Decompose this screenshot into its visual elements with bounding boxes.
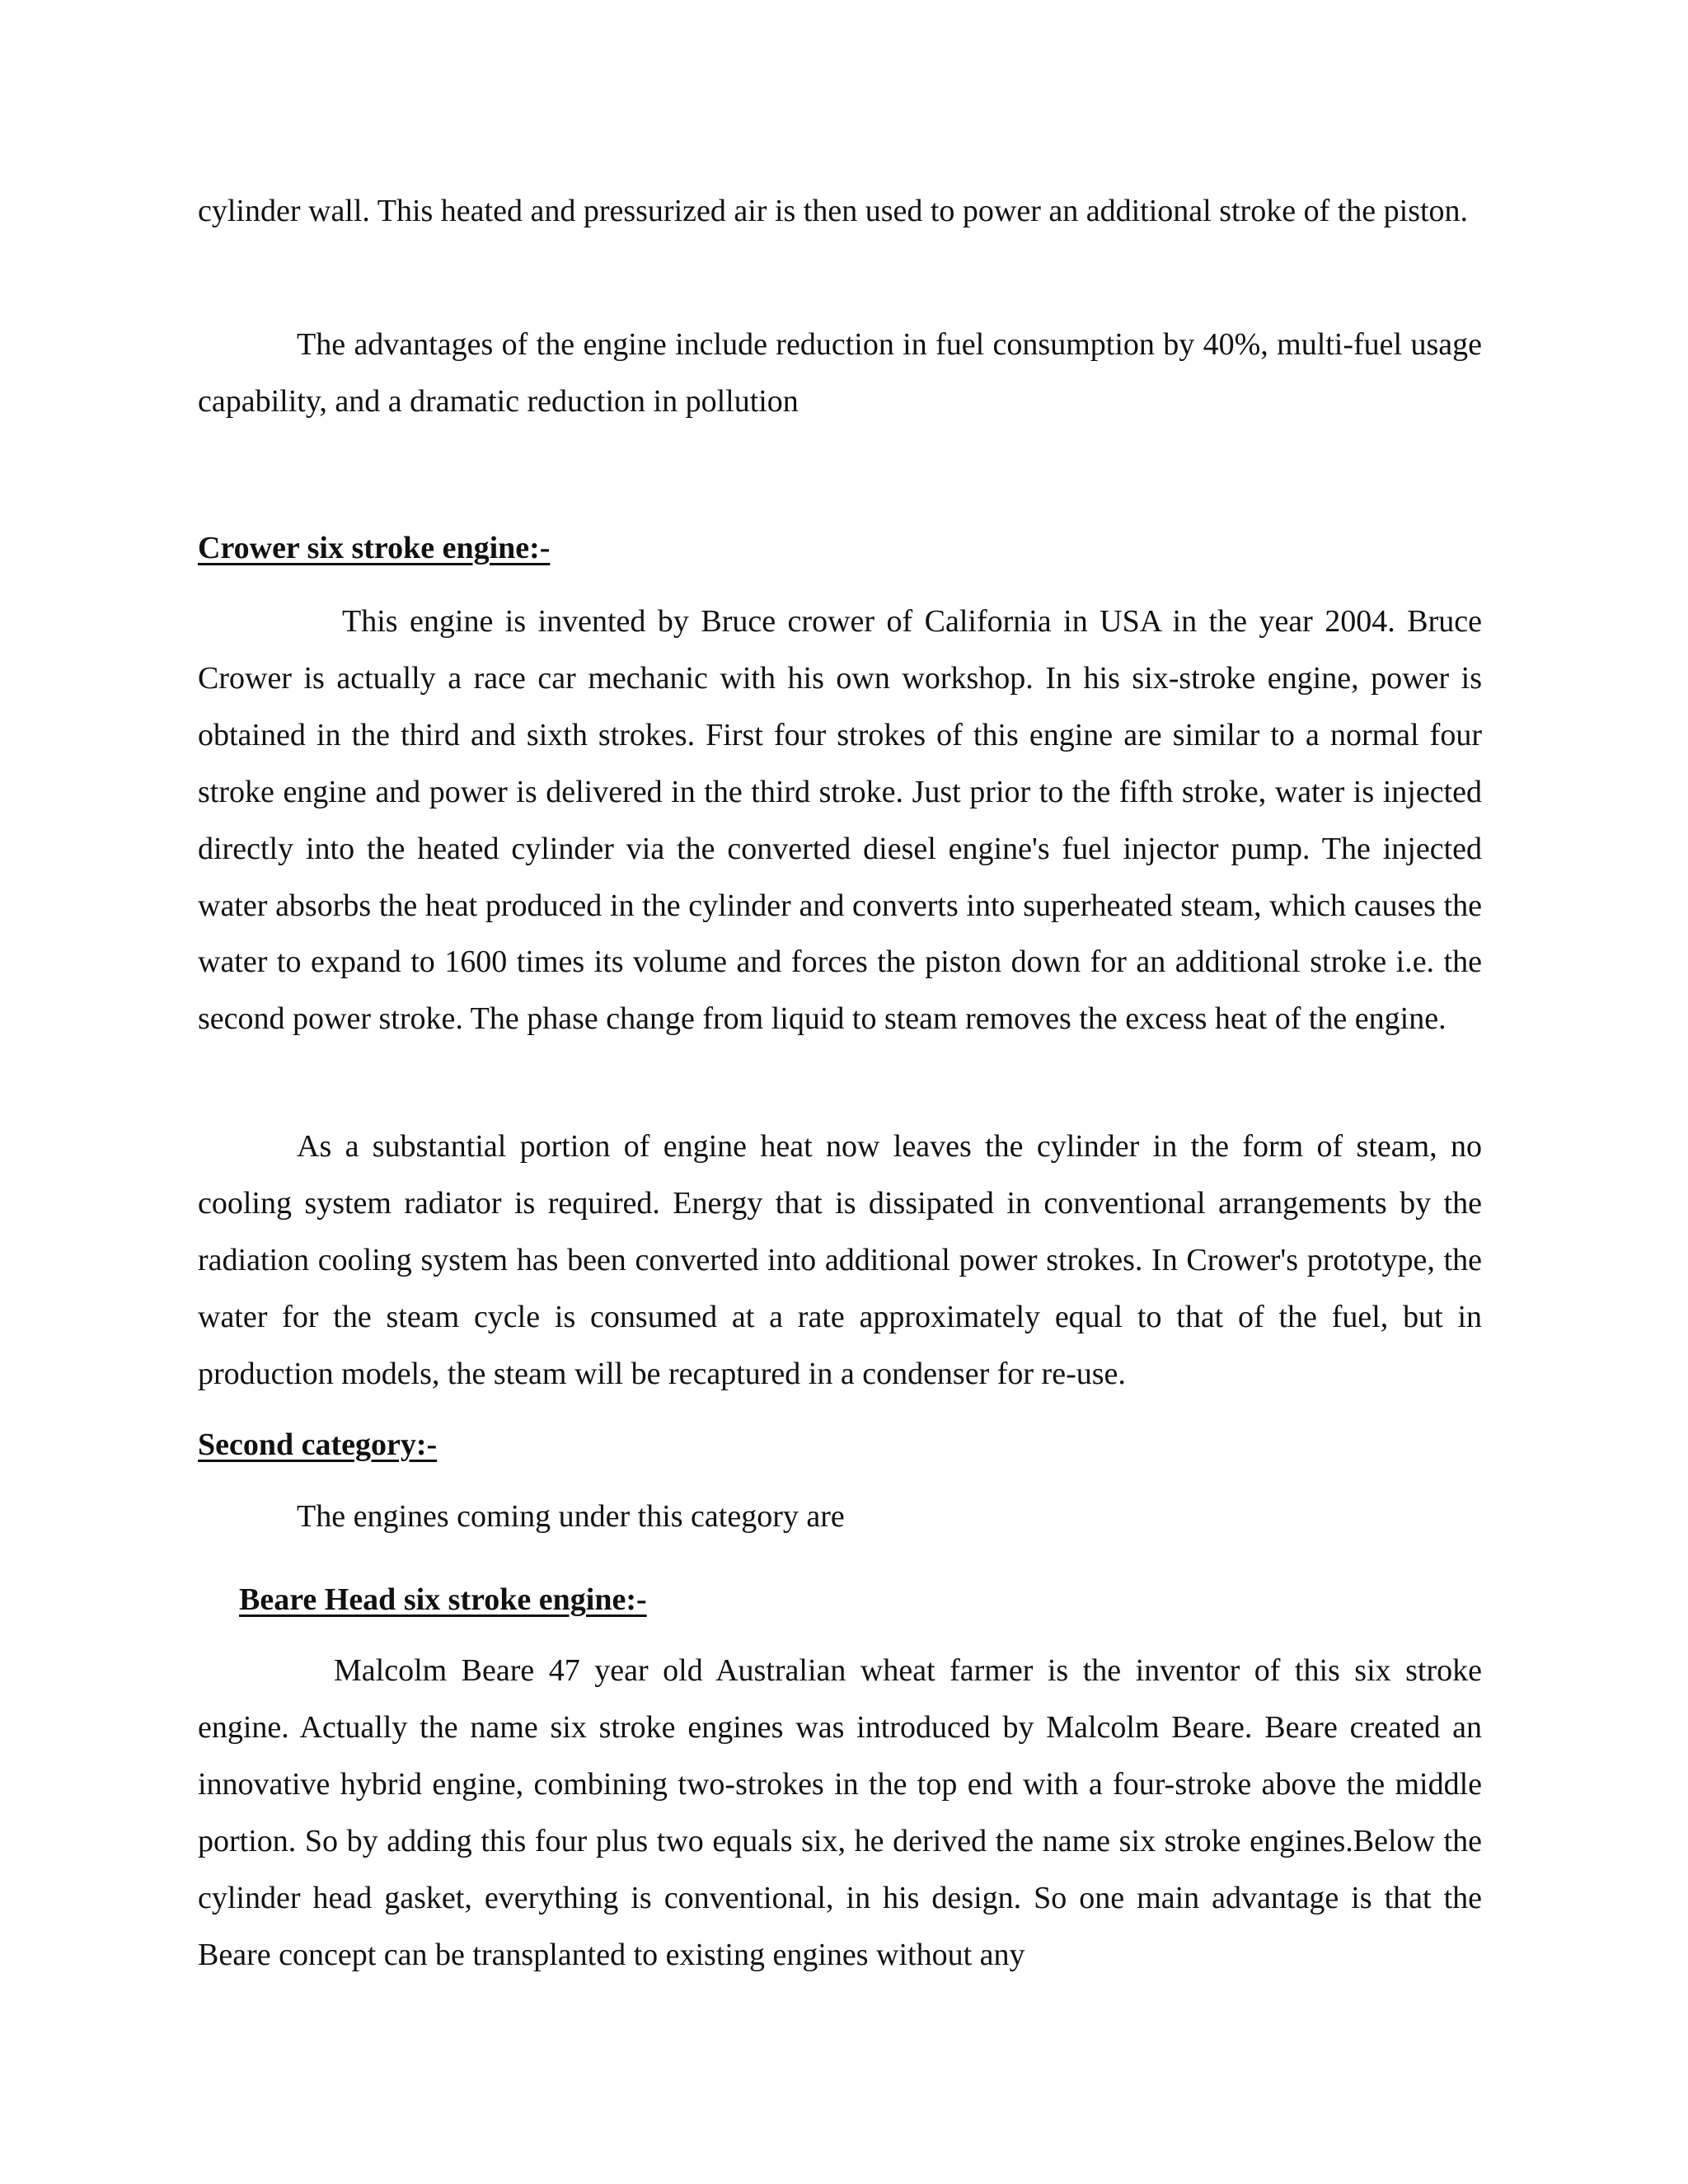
paragraph-text: As a substantial portion of engine heat now leaves the cylinder in the form of steam, no cooling system radiator is required. Energy that is dissipated in conventional arrangements by the radiation cooling system has been converted into additional power strokes. In Crower's prototype, the water for the steam cycle is consumed at a rate approximately equal to that of the fuel, but in production models, the steam will be recaptured in a condenser for re-use. (198, 1129, 1482, 1391)
paragraph-beare-head (198, 1643, 1482, 1983)
paragraph-text: The advantages of the engine include reduction in fuel consumption by 40%, multi-fuel usage capability, and a dramatic reduction in pollution (198, 327, 1482, 419)
heading-crower-six-stroke-engine: Crower six stroke engine:- (198, 531, 551, 565)
paragraph-second-category-intro (198, 1488, 1482, 1545)
heading-beare-head-six-stroke-engine: Beare Head six stroke engine:- (239, 1582, 647, 1617)
paragraph-text: Malcolm Beare 47 year old Australian wheat farmer is the inventor of this six stroke engine. Actually the name six stroke engines was introduced by Malcolm Beare. Beare created an innovative hybrid engine, combining two-strokes in the top end with a four-stroke above the middle portion. So by adding this four plus two equals six, he derived the name six stroke engines.Below the cylinder head gasket, everything is conventional, in his design. So one main advantage is that the Beare concept can be transplanted to existing engines without any (198, 1653, 1482, 1972)
paragraph-text: This engine is invented by Bruce crower of California in USA in the year 2004. Bruce Crower is actually a race car mechanic with his own workshop. In his six-stroke engine, power is obtained in the third and sixth strokes. First four strokes of this engine are similar to a normal four stroke engine and power is delivered in the third stroke. Just prior to the fifth stroke, water is injected directly into the heated cylinder via the converted diesel engine's fuel injector pump. The injected water absorbs the heat produced in the cylinder and converts into superheated steam, which causes the water to expand to 1600 times its volume and forces the piston down for an additional stroke i.e. the second power stroke. The phase change from liquid to steam removes the excess heat of the engine. (198, 604, 1482, 1037)
paragraph-crower-intro (198, 593, 1482, 1047)
paragraph-cylinder-wall (198, 183, 1482, 240)
paragraph-crower-steam (198, 1118, 1482, 1403)
paragraph-text: cylinder wall. This heated and pressurized air is then used to power an additional stroke of the piston. (198, 194, 1469, 228)
heading-second-category: Second category:- (198, 1427, 438, 1462)
paragraph-advantages (198, 316, 1482, 430)
paragraph-text: The engines coming under this category are (297, 1499, 845, 1534)
